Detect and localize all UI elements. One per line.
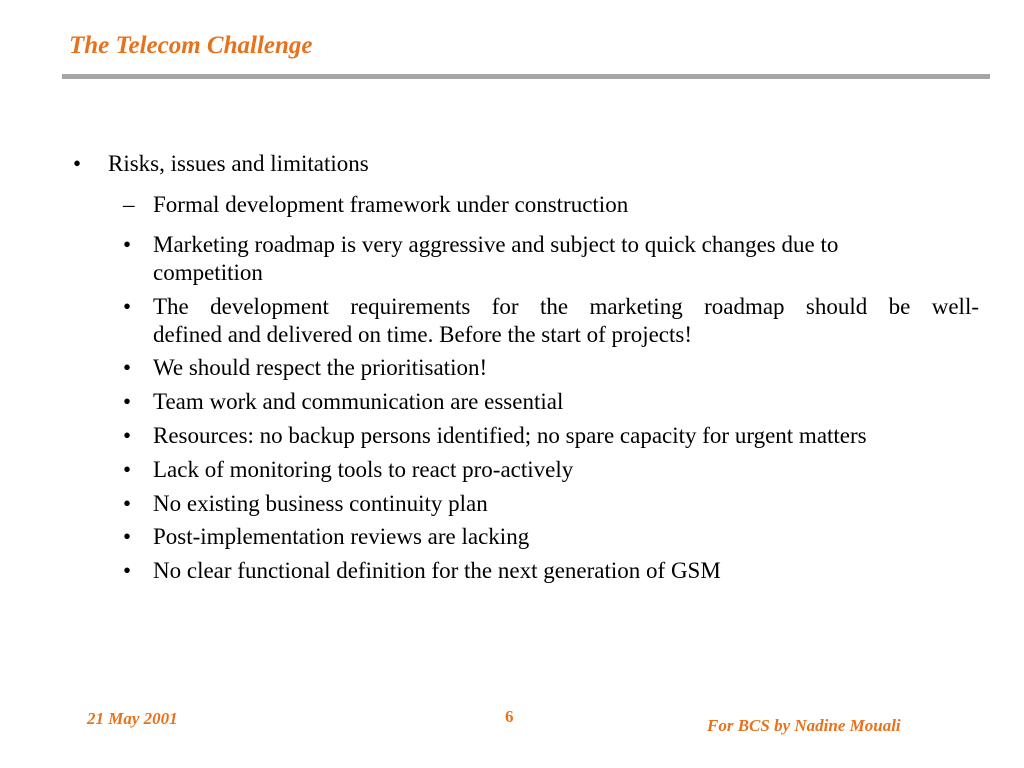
- slide-title: The Telecom Challenge: [69, 32, 313, 59]
- bullet-level2-text: Formal development framework under construction: [153, 192, 629, 217]
- bullet-marker-level3: •: [123, 524, 132, 549]
- list-item-line1: The development requirements for the marketing roadmap should be well-: [153, 294, 979, 319]
- footer-author: For BCS by Nadine Mouali: [707, 716, 901, 735]
- list-item-text: No clear functional definition for the next generation of GSM: [153, 558, 721, 583]
- list-item-text: Post-implementation reviews are lacking: [153, 524, 530, 549]
- list-item-line2: defined and delivered on time. Before the start of projects!: [153, 322, 693, 347]
- dash-marker-level2: –: [123, 192, 135, 217]
- footer-date: 21 May 2001: [87, 709, 178, 728]
- bullet-marker-level3: •: [123, 355, 132, 380]
- bullet-marker-level3: •: [123, 389, 132, 414]
- list-item: [153, 293, 979, 349]
- list-item-line2: competition: [153, 260, 263, 285]
- list-item-text: Lack of monitoring tools to react pro-actively: [153, 457, 574, 482]
- bullet-marker-level3: •: [123, 491, 132, 516]
- list-item-text: We should respect the prioritisation!: [153, 355, 488, 380]
- bullet-marker-level3: •: [123, 232, 132, 257]
- bullet-marker-level1: •: [73, 151, 82, 176]
- list-item-text: Resources: no backup persons identified; no spare capacity for urgent matters: [153, 423, 867, 448]
- list-item-line1: Marketing roadmap is very aggressive and subject to quick changes due to: [153, 232, 839, 257]
- footer-page-number: 6: [505, 707, 514, 726]
- bullet-marker-level3: •: [123, 457, 132, 482]
- list-item-text: No existing business continuity plan: [153, 491, 488, 516]
- bullet-level1-text: Risks, issues and limitations: [108, 151, 369, 176]
- list-item-text: Team work and communication are essential: [153, 389, 564, 414]
- bullet-marker-level3: •: [123, 423, 132, 448]
- bullet-marker-level3: •: [123, 558, 132, 583]
- bullet-marker-level3: •: [123, 294, 132, 319]
